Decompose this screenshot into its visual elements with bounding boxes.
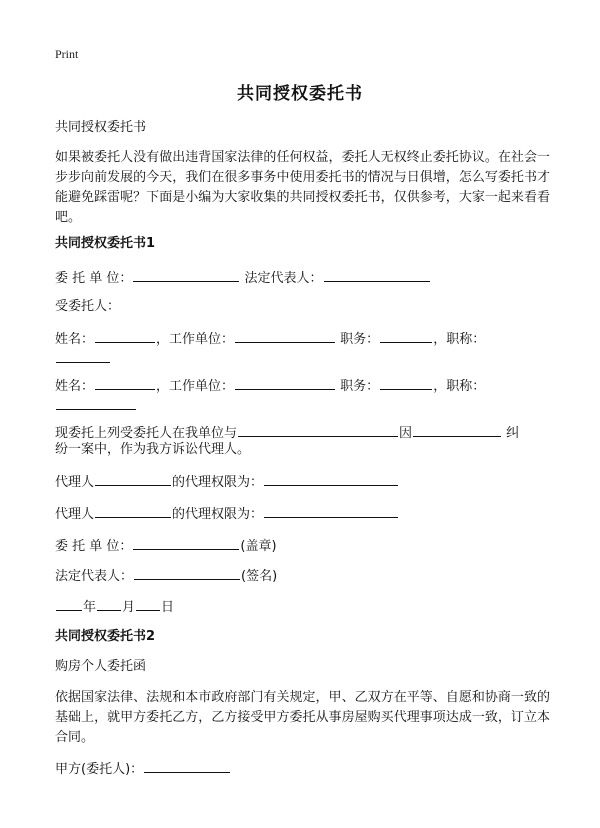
legal-rep-label: 法定代表人： [244, 271, 323, 286]
name-blank[interactable] [95, 375, 155, 390]
trustee-row-2-cont [55, 395, 550, 417]
position-label: 职务： [340, 332, 380, 347]
work-unit-label: ，工作单位： [156, 332, 235, 347]
date-row [55, 596, 550, 618]
section1-heading: 共同授权委托书1 [55, 236, 156, 251]
seal-label: (盖章) [240, 539, 277, 554]
authority-blank[interactable] [264, 503, 398, 518]
trustee-row-1-cont [55, 348, 550, 370]
section2-paragraph: 依据国家法律、法规和本市政府部门有关规定，甲、乙双方在平等、自愿和协商一致的基础上，就甲方委托乙方，乙方接受甲方委托从事房屋购买代理事项达成一致，订立本合同。 [55, 690, 550, 745]
client-unit-sign-blank[interactable] [133, 535, 239, 550]
trustee-row-2 [55, 375, 550, 397]
agent-blank[interactable] [95, 471, 171, 486]
intro-label: 共同授权委托书 [55, 120, 147, 135]
party-a-blank[interactable] [144, 758, 230, 773]
name-label: 姓名： [55, 379, 95, 394]
client-unit-sign-label: 委 托 单 位： [55, 539, 133, 554]
dispute-end: 纷一案中，作为我方诉讼代理人。 [55, 442, 251, 457]
work-unit-blank[interactable] [235, 328, 335, 343]
print-link[interactable]: Print [55, 47, 79, 61]
client-unit-sign-row [55, 535, 550, 557]
position-blank[interactable] [380, 375, 432, 390]
title-label: ，职称： [433, 379, 486, 394]
title-blank[interactable] [56, 395, 136, 410]
opponent-blank[interactable] [238, 422, 398, 437]
legal-rep-sign-label: 法定代表人： [55, 569, 134, 584]
party-a-row [55, 758, 550, 780]
agent-row-1 [55, 471, 550, 493]
entrust-label: 现委托上列受委托人在我单位与 [55, 426, 238, 441]
legal-rep-sign-row [55, 565, 550, 587]
year-label: 年 [83, 600, 97, 615]
agent-authority-label: 的代理权限为： [172, 507, 264, 522]
signature-label: (签名) [241, 569, 278, 584]
month-label: 月 [122, 600, 136, 615]
client-unit-blank[interactable] [133, 267, 239, 282]
agent-blank[interactable] [95, 503, 171, 518]
document-title: 共同授权委托书 [237, 84, 363, 104]
trustee-label: 受委托人： [55, 299, 121, 314]
name-label: 姓名： [55, 332, 95, 347]
day-label: 日 [161, 600, 175, 615]
title-blank[interactable] [56, 348, 110, 363]
authority-blank[interactable] [264, 471, 398, 486]
agent-label: 代理人 [55, 475, 95, 490]
dispute-start: 纠 [506, 426, 520, 441]
section2-heading: 共同授权委托书2 [55, 629, 156, 644]
work-unit-blank[interactable] [235, 375, 335, 390]
reason-blank[interactable] [413, 422, 501, 437]
client-unit-row [55, 267, 550, 289]
intro-paragraph: 如果被委托人没有做出违背国家法律的任何权益，委托人无权终止委托协议。在社会一步步向前发展的今天，我们在很多事务中使用委托书的情况与日俱增，怎么写委托书才能避免踩雷呢？下面是小编为大家收集的共同授权委托书，仅供参考，大家一起来看看吧。 [55, 150, 550, 225]
legal-rep-sign-blank[interactable] [134, 565, 240, 580]
party-a-label: 甲方(委托人)： [55, 762, 144, 777]
section2-subtitle: 购房个人委托函 [55, 659, 147, 674]
month-blank[interactable] [97, 596, 121, 611]
name-blank[interactable] [95, 328, 155, 343]
agent-row-2 [55, 503, 550, 525]
work-unit-label: ，工作单位： [156, 379, 235, 394]
position-label: 职务： [340, 379, 380, 394]
agent-label: 代理人 [55, 507, 95, 522]
year-blank[interactable] [56, 596, 82, 611]
agent-authority-label: 的代理权限为： [172, 475, 264, 490]
trustee-row-1 [55, 328, 550, 350]
because-label: 因 [399, 426, 413, 441]
position-blank[interactable] [380, 328, 432, 343]
title-label: ，职称： [433, 332, 486, 347]
client-unit-label: 委 托 单 位： [55, 271, 133, 286]
day-blank[interactable] [136, 596, 160, 611]
legal-rep-blank[interactable] [324, 267, 430, 282]
